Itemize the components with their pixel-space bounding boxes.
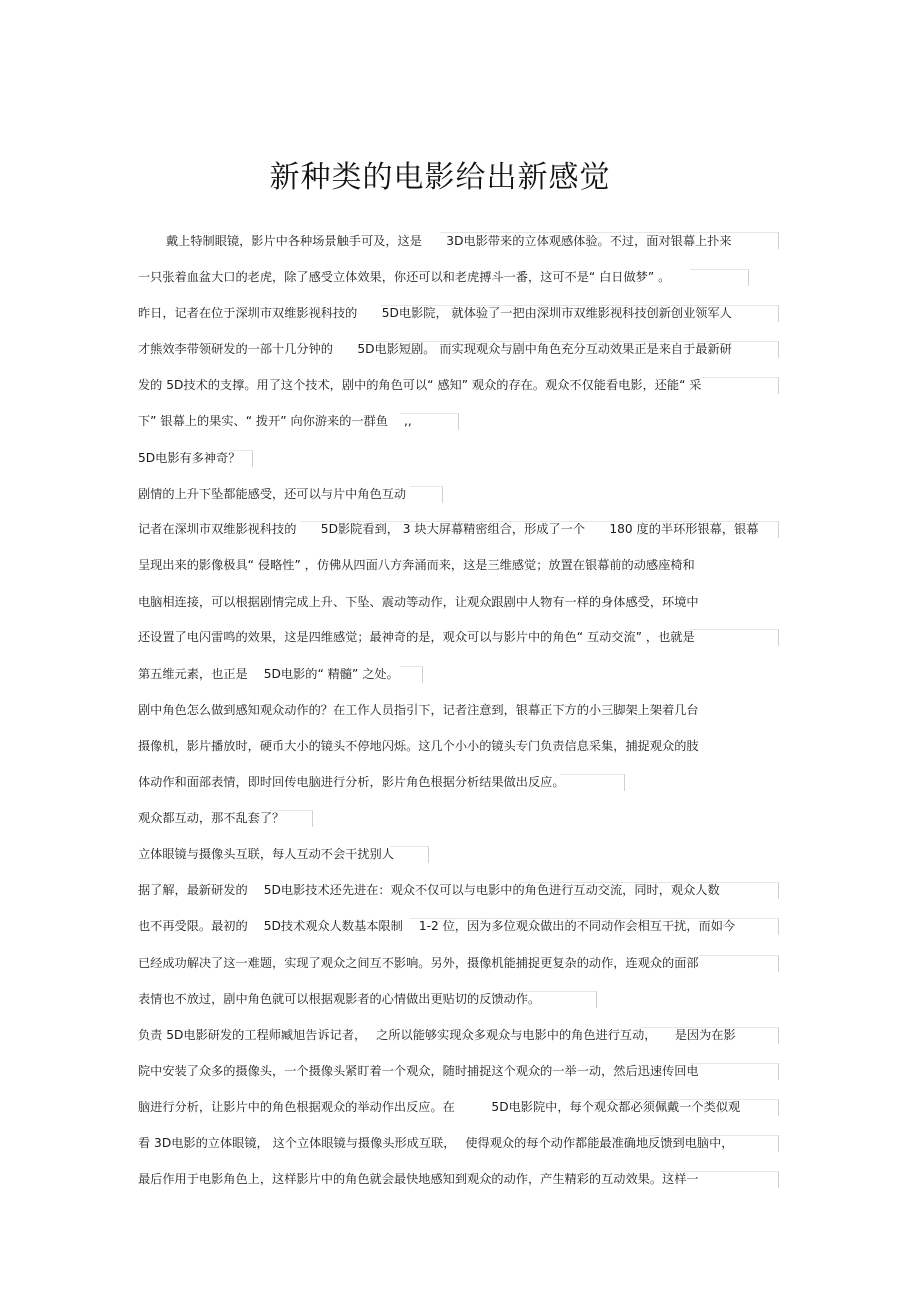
scan-artifact: [690, 1063, 779, 1080]
text-line: 剧中角色怎么做到感知观众动作的？在工作人员指引下，记者注意到，银幕正下方的小三脚架上架着几台: [138, 703, 699, 717]
text-line: 负责 5D电影研发的工程师臧旭告诉记者， 之所以能够实现众多观众与电影中的角色进行互动， 是因为在影: [138, 1028, 736, 1042]
section-heading: 5D电影有多神奇？: [138, 451, 241, 465]
scan-artifact: [410, 486, 443, 503]
text-line: 据了解，最新研发的 5D电影技术还先进在：观众不仅可以与电影中的角色进行互动交流，同时，观众人数: [138, 883, 720, 897]
scan-artifact: [400, 666, 423, 683]
scan-artifact: [690, 629, 779, 646]
section-subheading: 立体眼镜与摄像头互联，每人互动不会干扰别人: [138, 847, 394, 861]
text-line: 最后作用于电影角色上，这样影片中的角色就会最快地感知到观众的动作，产生精彩的互动效果。这样一: [138, 1172, 699, 1186]
scan-artifact: [700, 377, 779, 394]
text-line: 脑进行分析，让影片中的角色根据观众的举动作出反应。在 5D电影院中，每个观众都必须佩戴一个类似观: [138, 1100, 741, 1114]
text-line: 已经成功解决了这一难题，实现了观众之间互不影响。另外，摄像机能捕捉更复杂的动作，连观众的面部: [138, 956, 699, 970]
section-subheading: 剧情的上升下坠都能感受，还可以与片中角色互动: [138, 487, 407, 501]
scan-artifact: [700, 955, 779, 972]
text-line: 下” 银幕上的果实、“ 拨开” 向你游来的一群鱼 ,,: [138, 414, 412, 428]
text-line: 体动作和面部表情，即时回传电脑进行分析，影片角色根据分析结果做出反应。: [138, 775, 565, 789]
text-line: 表情也不放过，剧中角色就可以根据观影者的心情做出更贴切的反馈动作。: [138, 992, 541, 1006]
text-line: 一只张着血盆大口的老虎，除了感受立体效果，你还可以和老虎搏斗一番，这可不是“ 白日做梦” 。: [138, 270, 671, 284]
scan-artifact: [560, 774, 625, 791]
text-line: 电脑相连接，可以根据剧情完成上升、下坠、震动等动作，让观众跟剧中人物有一样的身体感受，环境中: [138, 595, 699, 609]
text-line: 看 3D电影的立体眼镜， 这个立体眼镜与摄像头形成互联， 使得观众的每个动作都能最准确地反馈到电脑中，: [138, 1136, 734, 1150]
text-line: 发的 5D技术的支撑。用了这个技术，剧中的角色可以“ 感知” 观众的存在。观众不仅能看电影，还能“ 采: [138, 378, 702, 392]
text-line: 第五维元素，也正是 5D电影的“ 精髓” 之处。: [138, 667, 399, 681]
text-line: 戴上特制眼镜，影片中各种场景触手可及，这是 3D电影带来的立体观感体验。不过，面对银幕上扑来: [166, 234, 732, 248]
text-line: 呈现出来的影像极具“ 侵略性” ，仿佛从四面八方奔涌而来，这是三维感觉；放置在银幕前的动感座椅和: [138, 558, 695, 572]
text-line: 才熊效李带领研发的一部十几分钟的 5D电影短剧。 而实现观众与剧中角色充分互动效果正是来自于最新研: [138, 342, 732, 356]
text-line: 也不再受限。最初的 5D技术观众人数基本限制 1-2 位，因为多位观众做出的不同动作会相互干扰，而如今: [138, 919, 736, 933]
section-heading: 观众都互动，那不乱套了？: [138, 811, 285, 825]
scan-artifact: [690, 269, 749, 286]
scan-artifact: [390, 846, 429, 863]
text-line: 还设置了电闪雷鸣的效果，这是四维感觉；最神奇的是，观众可以与影片中的角色“ 互动交流” ，也就是: [138, 630, 695, 644]
text-line: 记者在深圳市双维影视科技的 5D影院看到， 3 块大屏幕精密组合，形成了一个 180 度的半环形银幕，银幕: [138, 522, 759, 536]
page-title: 新种类的电影给出新感觉: [269, 160, 611, 195]
text-line: 院中安装了众多的摄像头，一个摄像头紧盯着一个观众，随时捕捉这个观众的一举一动，然后迅速传回电: [138, 1064, 699, 1078]
text-line: 昨日，记者在位于深圳市双维影视科技的 5D电影院， 就体验了一把由深圳市双维影视科技创新创业领军人: [138, 306, 732, 320]
text-line: 摄像机，影片播放时，硬币大小的镜头不停地闪烁。这几个小小的镜头专门负责信息采集，捕捉观众的肢: [138, 739, 699, 753]
